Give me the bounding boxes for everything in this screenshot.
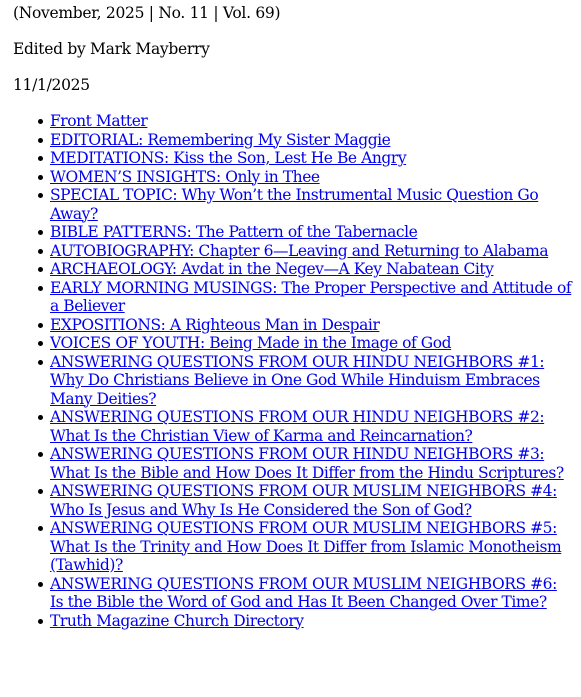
toc-item: [50, 186, 581, 223]
issue-date: 11/1/2025: [13, 76, 90, 94]
toc-item: [50, 131, 581, 150]
toc-link-early-morning-musings[interactable]: EARLY MORNING MUSINGS: The Proper Perspective and Attitude of a Believer: [50, 278, 572, 315]
toc-link-hindu-3[interactable]: ANSWERING QUESTIONS FROM OUR HINDU NEIGHBORS #3: What Is the Bible and How Does It Differ from the Hindu Scriptures?: [50, 445, 564, 482]
table-of-contents: [13, 112, 581, 630]
toc-item: [50, 168, 581, 187]
toc-link-muslim-6[interactable]: ANSWERING QUESTIONS FROM OUR MUSLIM NEIGHBORS #6: Is the Bible the Word of God and Has It Been Changed Over Time?: [50, 574, 557, 611]
toc-item: [50, 242, 581, 261]
toc-item: [50, 149, 581, 168]
toc-link-church-directory[interactable]: Truth Magazine Church Directory: [50, 611, 304, 630]
toc-item: [50, 316, 581, 335]
toc-item: [50, 260, 581, 279]
toc-item: [50, 223, 581, 242]
toc-link-autobiography[interactable]: AUTOBIOGRAPHY: Chapter 6—Leaving and Returning to Alabama: [50, 241, 549, 260]
toc-link-bible-patterns[interactable]: BIBLE PATTERNS: The Pattern of the Tabernacle: [50, 223, 418, 241]
toc-item: [50, 112, 581, 131]
toc-item: [50, 408, 581, 445]
toc-item: [50, 575, 581, 612]
toc-item: [50, 445, 581, 482]
toc-link-special-topic[interactable]: SPECIAL TOPIC: Why Won’t the Instrumental Music Question Go Away?: [50, 186, 539, 223]
toc-item: [50, 482, 581, 519]
toc-link-meditations[interactable]: MEDITATIONS: Kiss the Son, Lest He Be Angry: [50, 149, 407, 167]
toc-item: [50, 612, 581, 631]
toc-item: [50, 334, 581, 353]
toc-link-editorial[interactable]: EDITORIAL: Remembering My Sister Maggie: [50, 130, 391, 149]
toc-item: [50, 279, 581, 316]
toc-link-muslim-5[interactable]: ANSWERING QUESTIONS FROM OUR MUSLIM NEIGHBORS #5: What Is the Trinity and How Does It Differ from Islamic Monotheism (Tawhid)?: [50, 519, 562, 574]
toc-item: [50, 519, 581, 575]
toc-link-womens-insights[interactable]: WOMEN’S INSIGHTS: Only in Thee: [50, 167, 320, 186]
toc-link-archaeology[interactable]: ARCHAEOLOGY: Avdat in the Negev—A Key Nabatean City: [50, 260, 494, 278]
toc-link-expositions[interactable]: EXPOSITIONS: A Righteous Man in Despair: [50, 315, 380, 334]
toc-link-hindu-2[interactable]: ANSWERING QUESTIONS FROM OUR HINDU NEIGHBORS #2: What Is the Christian View of Karma and Reincarnation?: [50, 408, 545, 445]
toc-link-muslim-4[interactable]: ANSWERING QUESTIONS FROM OUR MUSLIM NEIGHBORS #4: Who Is Jesus and Why Is He Considered the Son of God?: [50, 482, 557, 519]
editor-line: Edited by Mark Mayberry: [13, 40, 210, 58]
issue-line: (November, 2025 | No. 11 | Vol. 69): [13, 4, 281, 22]
toc-link-voices-of-youth[interactable]: VOICES OF YOUTH: Being Made in the Image of God: [50, 334, 452, 352]
toc-item: [50, 353, 581, 409]
toc-link-hindu-1[interactable]: ANSWERING QUESTIONS FROM OUR HINDU NEIGHBORS #1: Why Do Christians Believe in One God While Hinduism Embraces Many Deities?: [50, 352, 545, 408]
toc-link-front-matter[interactable]: Front Matter: [50, 112, 148, 130]
